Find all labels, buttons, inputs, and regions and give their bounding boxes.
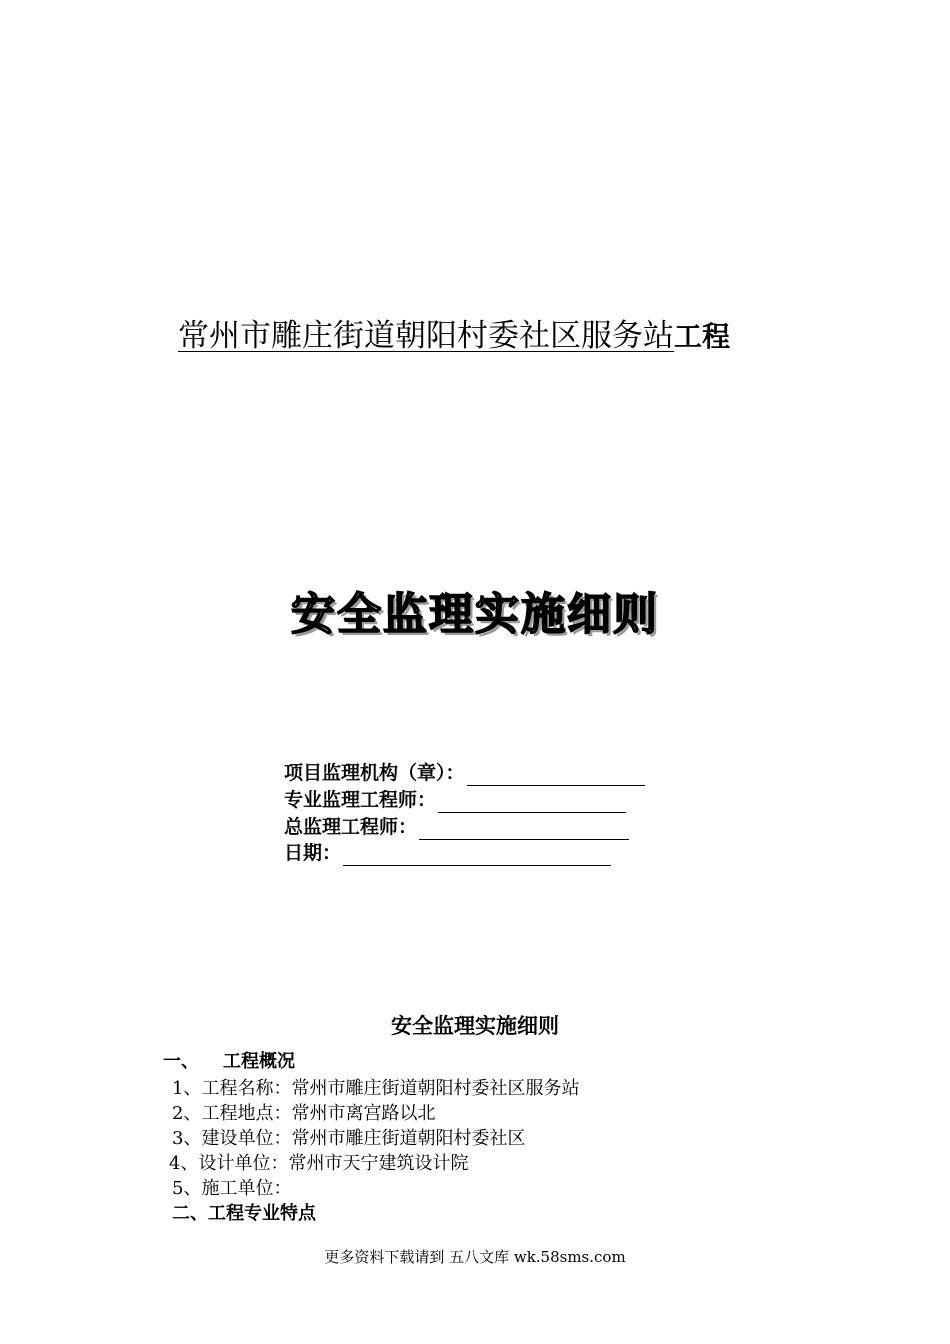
signature-label: 总监理工程师： (284, 816, 418, 838)
signature-label: 日期： (284, 842, 342, 864)
footer-text: 更多资料下载请到 五八文库 wk.58sms.com (324, 1248, 626, 1266)
project-suffix: 工程 (674, 320, 731, 353)
list-item: 1、工程名称：常州市雕庄街道朝阳村委社区服务站 (172, 1078, 580, 1099)
signature-row-agency (284, 760, 645, 786)
signature-row-chief (284, 814, 629, 840)
signature-label: 项目监理机构（章）： (284, 762, 465, 784)
project-title (178, 316, 730, 357)
signature-row-specialist (284, 787, 626, 813)
list-item: 2、工程地点：常州市离宫路以北 (172, 1103, 436, 1124)
list-item: 5、施工单位： (172, 1178, 292, 1199)
document-title: 安全监理实施细则 (291, 589, 659, 640)
signature-blank-line (419, 819, 629, 840)
heading-text: 工程概况 (223, 1051, 295, 1072)
signature-label: 专业监理工程师： (284, 789, 437, 811)
heading-number: 一、 (163, 1051, 199, 1072)
project-name: 常州市雕庄街道朝阳村委社区服务站 (178, 318, 674, 354)
section-title: 安全监理实施细则 (391, 1014, 559, 1038)
list-item: 3、建设单位：常州市雕庄街道朝阳村委社区 (172, 1128, 526, 1149)
signature-blank-line (438, 792, 626, 813)
signature-row-date (284, 840, 611, 866)
heading-overview (163, 1047, 295, 1073)
signature-blank-line (467, 765, 645, 786)
heading-specialty: 二、工程专业特点 (172, 1203, 316, 1224)
signature-blank-line (343, 845, 611, 866)
list-item: 4、设计单位：常州市天宁建筑设计院 (169, 1153, 469, 1174)
